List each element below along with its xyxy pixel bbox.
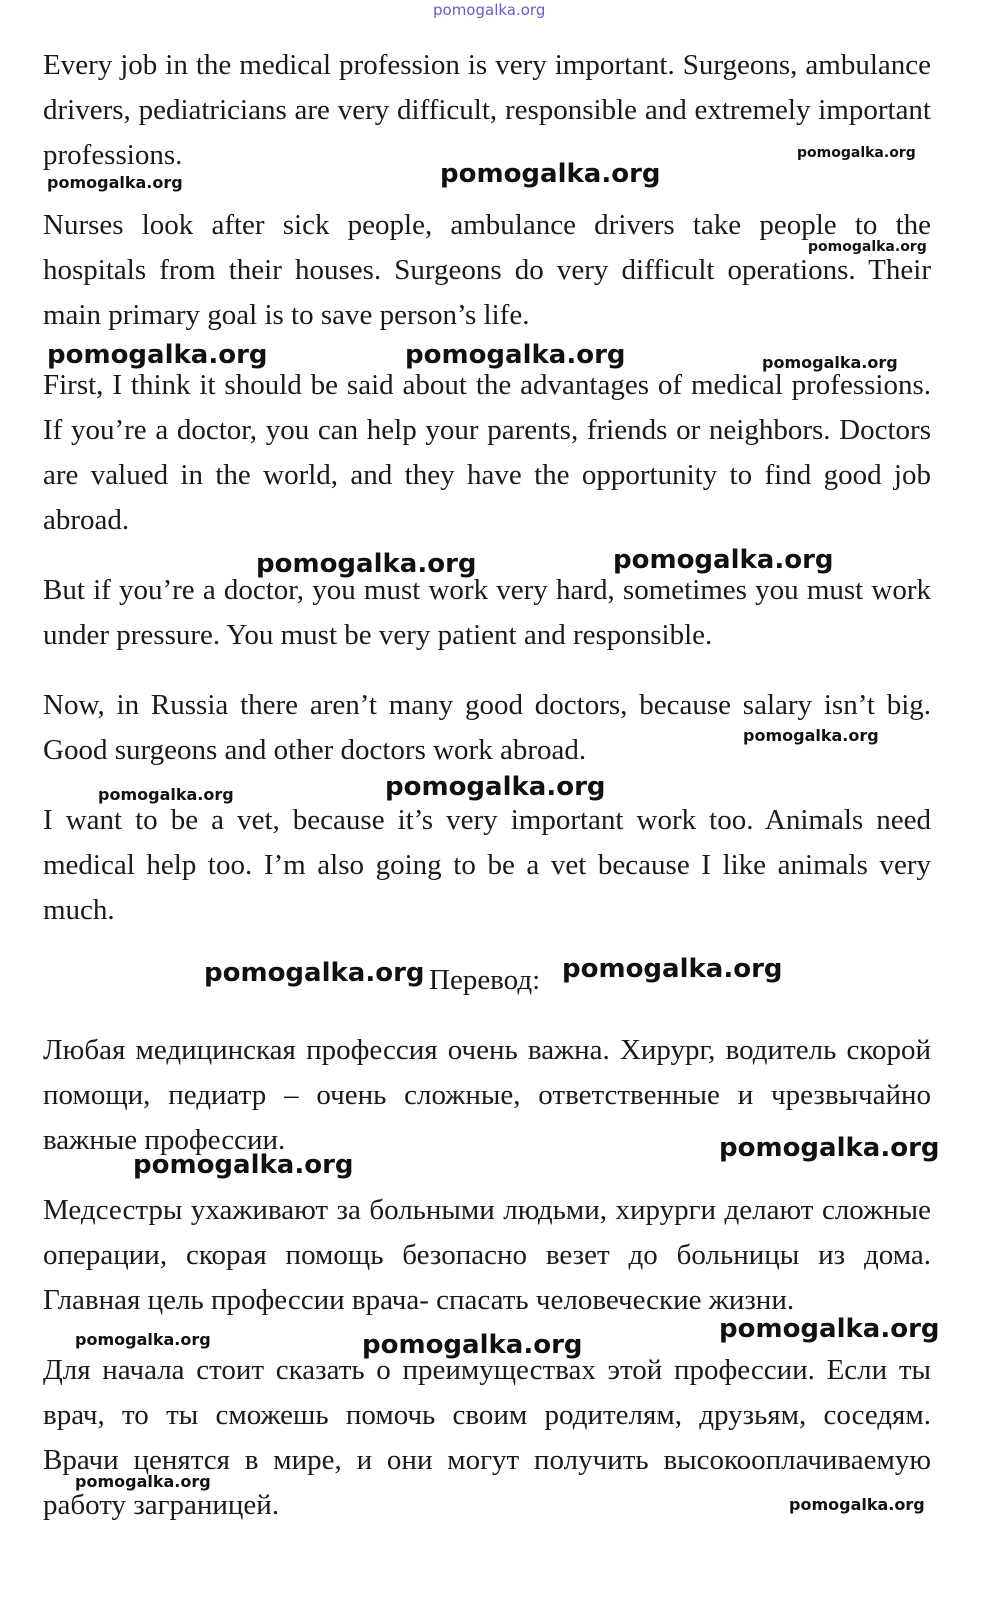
english-paragraph-2: Nurses look after sick people, ambulance drivers take people to the hospitals from their houses. Surgeons do very difficult operations. Their main primary goal is to save person’s life. xyxy=(43,209,931,331)
watermark: pomogalka.org xyxy=(75,1472,211,1491)
watermark: pomogalka.org xyxy=(797,145,916,161)
russian-paragraph-3: Для начала стоит сказать о преимуществах этой профессии. Если ты врач, то ты сможешь помочь своим родителям, друзьям, соседям. Врачи ценятся в мире, и они могут получить высокооплачиваемую работу заграницей. xyxy=(43,1354,931,1521)
watermark: pomogalka.org xyxy=(808,239,927,255)
english-paragraph-3: First, I think it should be said about the advantages of medical professions. If you’re a doctor, you can help your parents, friends or neighbors. Doctors are valued in the world, and they have the opportunity to find good job abroad. xyxy=(43,369,931,536)
watermark: pomogalka.org xyxy=(719,1314,940,1344)
watermark: pomogalka.org xyxy=(362,1330,583,1360)
russian-paragraph-1: Любая медицинская профессия очень важна. Хирург, водитель скорой помощи, педиатр – очень сложные, ответственные и чрезвычайно важные профессии. xyxy=(43,1034,931,1156)
watermark: pomogalka.org xyxy=(133,1150,354,1180)
watermark: pomogalka.org xyxy=(613,545,834,575)
watermark: pomogalka.org xyxy=(75,1330,211,1349)
english-paragraph-5: Now, in Russia there aren’t many good doctors, because salary isn’t big. Good surgeons and other doctors work abroad. xyxy=(43,689,931,766)
watermark: pomogalka.org xyxy=(405,340,626,370)
english-paragraph-1: Every job in the medical profession is very important. Surgeons, ambulance drivers, pediatricians are very difficult, responsible and extremely important professions. xyxy=(43,49,931,171)
watermark: pomogalka.org xyxy=(762,353,898,372)
watermark: pomogalka.org xyxy=(47,173,183,192)
watermark: pomogalka.org xyxy=(98,785,234,804)
english-paragraph-6: I want to be a vet, because it’s very important work too. Animals need medical help too. I’m also going to be a vet because I like animals very much. xyxy=(43,804,931,926)
watermark: pomogalka.org xyxy=(789,1495,925,1514)
watermark: pomogalka.org xyxy=(440,159,661,189)
translation-heading: Перевод: xyxy=(429,964,541,996)
english-paragraph-4: But if you’re a doctor, you must work very hard, sometimes you must work under pressure. You must be very patient and responsible. xyxy=(43,574,931,651)
watermark: pomogalka.org xyxy=(47,340,268,370)
watermark: pomogalka.org xyxy=(256,549,477,579)
header-site-watermark: pomogalka.org xyxy=(433,1,546,19)
watermark: pomogalka.org xyxy=(385,772,606,802)
russian-paragraph-2: Медсестры ухаживают за больными людьми, хирурги делают сложные операции, скорая помощь безопасно везет до больницы из дома. Главная цель профессии врача- спасать человеческие жизни. xyxy=(43,1194,931,1316)
watermark: pomogalka.org xyxy=(562,954,783,984)
watermark: pomogalka.org xyxy=(204,958,425,988)
watermark: pomogalka.org xyxy=(719,1133,940,1163)
watermark: pomogalka.org xyxy=(743,726,879,745)
